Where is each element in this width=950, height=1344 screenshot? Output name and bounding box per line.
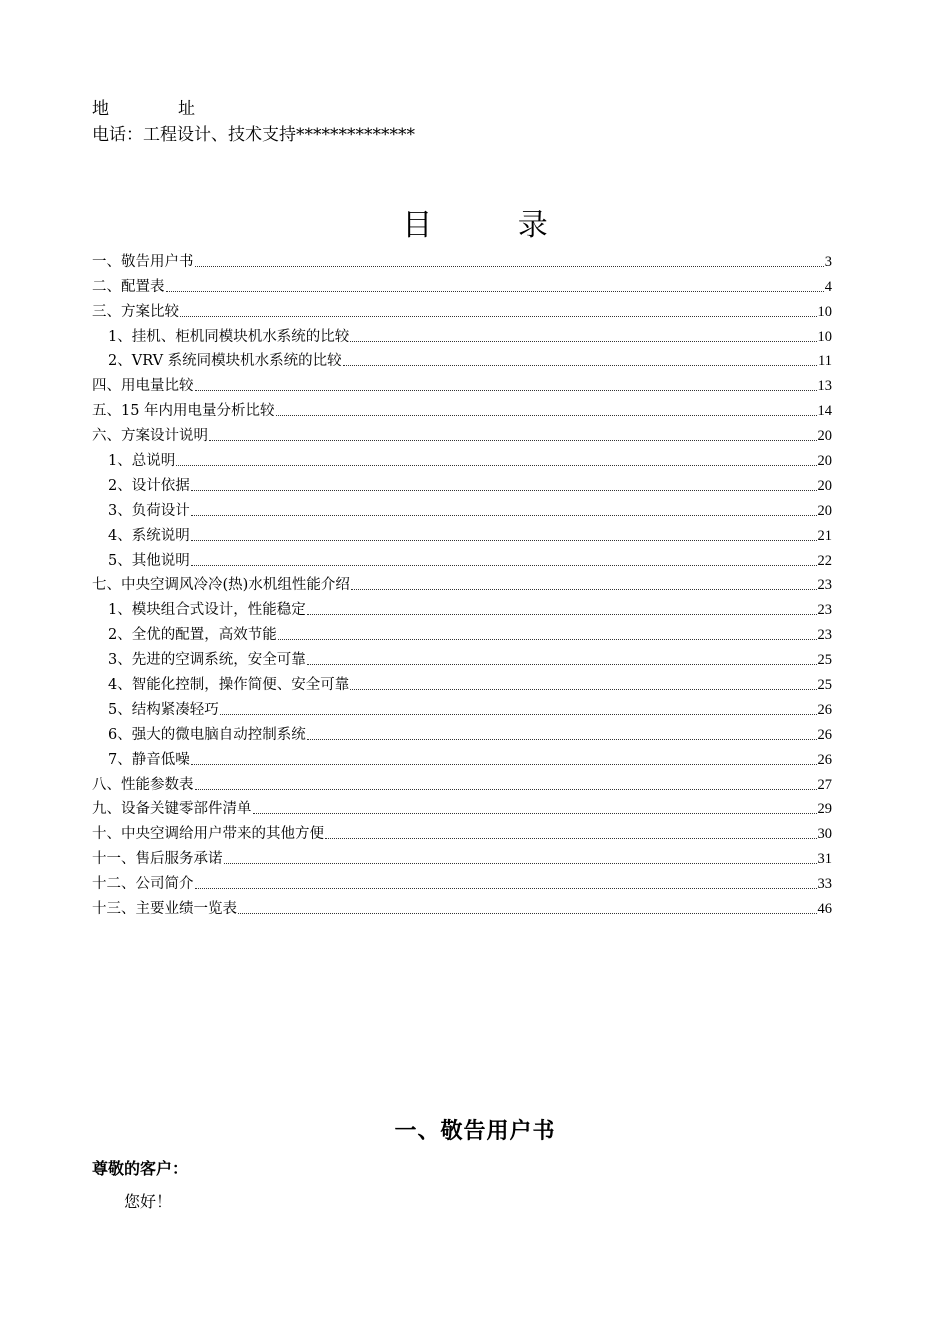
toc-entry-label: 7、静音低噪: [108, 751, 190, 768]
toc-dot-leader: [307, 614, 817, 615]
toc-entry[interactable]: [92, 446, 832, 471]
toc-dot-leader: [195, 266, 824, 267]
toc-entry-label: 六、方案设计说明: [92, 428, 208, 445]
toc-entry-label: 七、中央空调风冷冷(热)水机组性能介绍: [92, 577, 350, 594]
toc-entry-page: 27: [817, 776, 832, 793]
toc-dot-leader: [195, 789, 817, 790]
toc-entry[interactable]: [92, 496, 832, 521]
phone-line: 电话：工程设计、技术支持**************: [92, 125, 415, 145]
toc-dot-leader: [238, 913, 817, 914]
toc-entry-label: 十二、公司简介: [92, 876, 194, 893]
toc-entry[interactable]: [92, 844, 832, 869]
toc-entry[interactable]: [92, 272, 832, 297]
toc-entry-label: 5、其他说明: [108, 552, 190, 569]
toc-entry[interactable]: [92, 347, 832, 372]
toc-entry-page: 10: [817, 328, 832, 345]
toc-entry[interactable]: [92, 645, 832, 670]
toc-dot-leader: [307, 739, 817, 740]
toc-entry-page: 46: [817, 901, 832, 918]
toc-dot-leader: [195, 390, 817, 391]
toc-entry-page: 3: [824, 253, 832, 270]
toc-entry[interactable]: [92, 620, 832, 645]
toc-entry[interactable]: [92, 894, 832, 919]
toc-entry-page: 33: [817, 876, 832, 893]
toc-dot-leader: [191, 565, 817, 566]
toc-dot-leader: [191, 490, 817, 491]
toc-entry-page: 10: [817, 303, 832, 320]
toc-dot-leader: [224, 863, 817, 864]
toc-entry[interactable]: [92, 571, 832, 596]
toc-dot-leader: [351, 589, 817, 590]
toc-dot-leader: [176, 465, 816, 466]
toc-entry[interactable]: [92, 546, 832, 571]
toc-entry-page: 23: [817, 627, 832, 644]
toc-entry[interactable]: [92, 819, 832, 844]
toc-entry-page: 30: [817, 826, 832, 843]
toc-entry-label: 十一、售后服务承诺: [92, 851, 223, 868]
greeting: 尊敬的客户：: [92, 1159, 189, 1178]
toc-entry-page: 21: [817, 527, 832, 544]
toc-entry[interactable]: [92, 695, 832, 720]
toc-entry[interactable]: [92, 322, 832, 347]
toc-entry-label: 十三、主要业绩一览表: [92, 901, 237, 918]
toc-entry-page: 23: [817, 577, 832, 594]
toc-dot-leader: [343, 365, 817, 366]
address-line: [92, 96, 415, 122]
table-of-contents: [92, 247, 832, 919]
toc-entry-page: 13: [817, 378, 832, 395]
toc-entry-label: 1、模块组合式设计，性能稳定: [108, 602, 306, 619]
toc-entry[interactable]: [92, 770, 832, 795]
toc-entry-page: 25: [817, 677, 832, 694]
toc-entry[interactable]: [92, 297, 832, 322]
toc-entry[interactable]: [92, 521, 832, 546]
toc-entry-label: 三、方案比较: [92, 303, 179, 320]
toc-entry-label: 2、设计依据: [108, 477, 190, 494]
toc-entry-label: 1、挂机、柜机同模块机水系统的比较: [108, 328, 350, 345]
toc-entry-page: 14: [817, 403, 832, 420]
toc-entry-page: 20: [817, 502, 832, 519]
toc-dot-leader: [350, 689, 816, 690]
toc-entry-page: 22: [817, 552, 832, 569]
toc-entry[interactable]: [92, 595, 832, 620]
toc-entry-label: 4、系统说明: [108, 527, 190, 544]
address-label-1: 地: [92, 99, 109, 119]
toc-entry[interactable]: [92, 421, 832, 446]
toc-entry-label: 一、敬告用户书: [92, 253, 194, 270]
toc-dot-leader: [253, 813, 817, 814]
toc-entry[interactable]: [92, 670, 832, 695]
toc-dot-leader: [195, 888, 817, 889]
toc-entry-page: 4: [824, 278, 832, 295]
toc-entry-page: 29: [817, 801, 832, 818]
toc-entry-label: 6、强大的微电脑自动控制系统: [108, 726, 306, 743]
toc-entry-label: 五、15 年内用电量分析比较: [92, 403, 275, 420]
toc-entry[interactable]: [92, 720, 832, 745]
toc-entry-label: 3、负荷设计: [108, 502, 190, 519]
toc-entry-page: 25: [817, 652, 832, 669]
toc-entry-label: 2、VRV 系统同模块机水系统的比较: [108, 353, 342, 370]
toc-dot-leader: [220, 714, 817, 715]
toc-entry[interactable]: [92, 869, 832, 894]
toc-entry[interactable]: [92, 396, 832, 421]
toc-entry-label: 九、设备关键零部件清单: [92, 801, 252, 818]
toc-dot-leader: [209, 440, 817, 441]
toc-entry-label: 4、智能化控制，操作简便、安全可靠: [108, 677, 350, 694]
toc-entry-page: 26: [817, 701, 832, 718]
toc-dot-leader: [350, 341, 816, 342]
toc-dot-leader: [278, 639, 817, 640]
toc-entry[interactable]: [92, 371, 832, 396]
toc-dot-leader: [166, 291, 824, 292]
toc-entry-page: 11: [818, 353, 832, 370]
toc-dot-leader: [276, 415, 817, 416]
toc-entry-label: 2、全优的配置，高效节能: [108, 627, 277, 644]
toc-entry-page: 26: [817, 726, 832, 743]
toc-title: 目 录: [402, 208, 586, 243]
toc-entry-page: 20: [817, 428, 832, 445]
toc-entry-label: 十、中央空调给用户带来的其他方便: [92, 826, 324, 843]
toc-entry-label: 二、配置表: [92, 278, 165, 295]
section-title: 一、敬告用户书: [394, 1118, 556, 1144]
toc-entry-label: 5、结构紧凑轻巧: [108, 701, 219, 718]
toc-entry-label: 3、先进的空调系统，安全可靠: [108, 652, 306, 669]
toc-dot-leader: [191, 515, 817, 516]
toc-entry-page: 20: [817, 477, 832, 494]
toc-entry-label: 1、总说明: [108, 453, 176, 470]
contact-header: [92, 96, 415, 148]
toc-entry-page: 23: [817, 602, 832, 619]
toc-entry-page: 26: [817, 751, 832, 768]
toc-entry[interactable]: [92, 795, 832, 820]
toc-entry-label: 八、性能参数表: [92, 776, 194, 793]
toc-entry[interactable]: [92, 247, 832, 272]
hello-text: 您好！: [124, 1192, 173, 1211]
toc-entry-page: 31: [817, 851, 832, 868]
toc-dot-leader: [191, 764, 817, 765]
address-label-2: 址: [178, 99, 195, 119]
toc-dot-leader: [307, 664, 817, 665]
toc-dot-leader: [191, 540, 817, 541]
toc-entry-label: 四、用电量比较: [92, 378, 194, 395]
toc-dot-leader: [325, 838, 817, 839]
toc-entry[interactable]: [92, 471, 832, 496]
toc-dot-leader: [180, 316, 817, 317]
toc-entry[interactable]: [92, 745, 832, 770]
toc-entry-page: 20: [817, 453, 832, 470]
